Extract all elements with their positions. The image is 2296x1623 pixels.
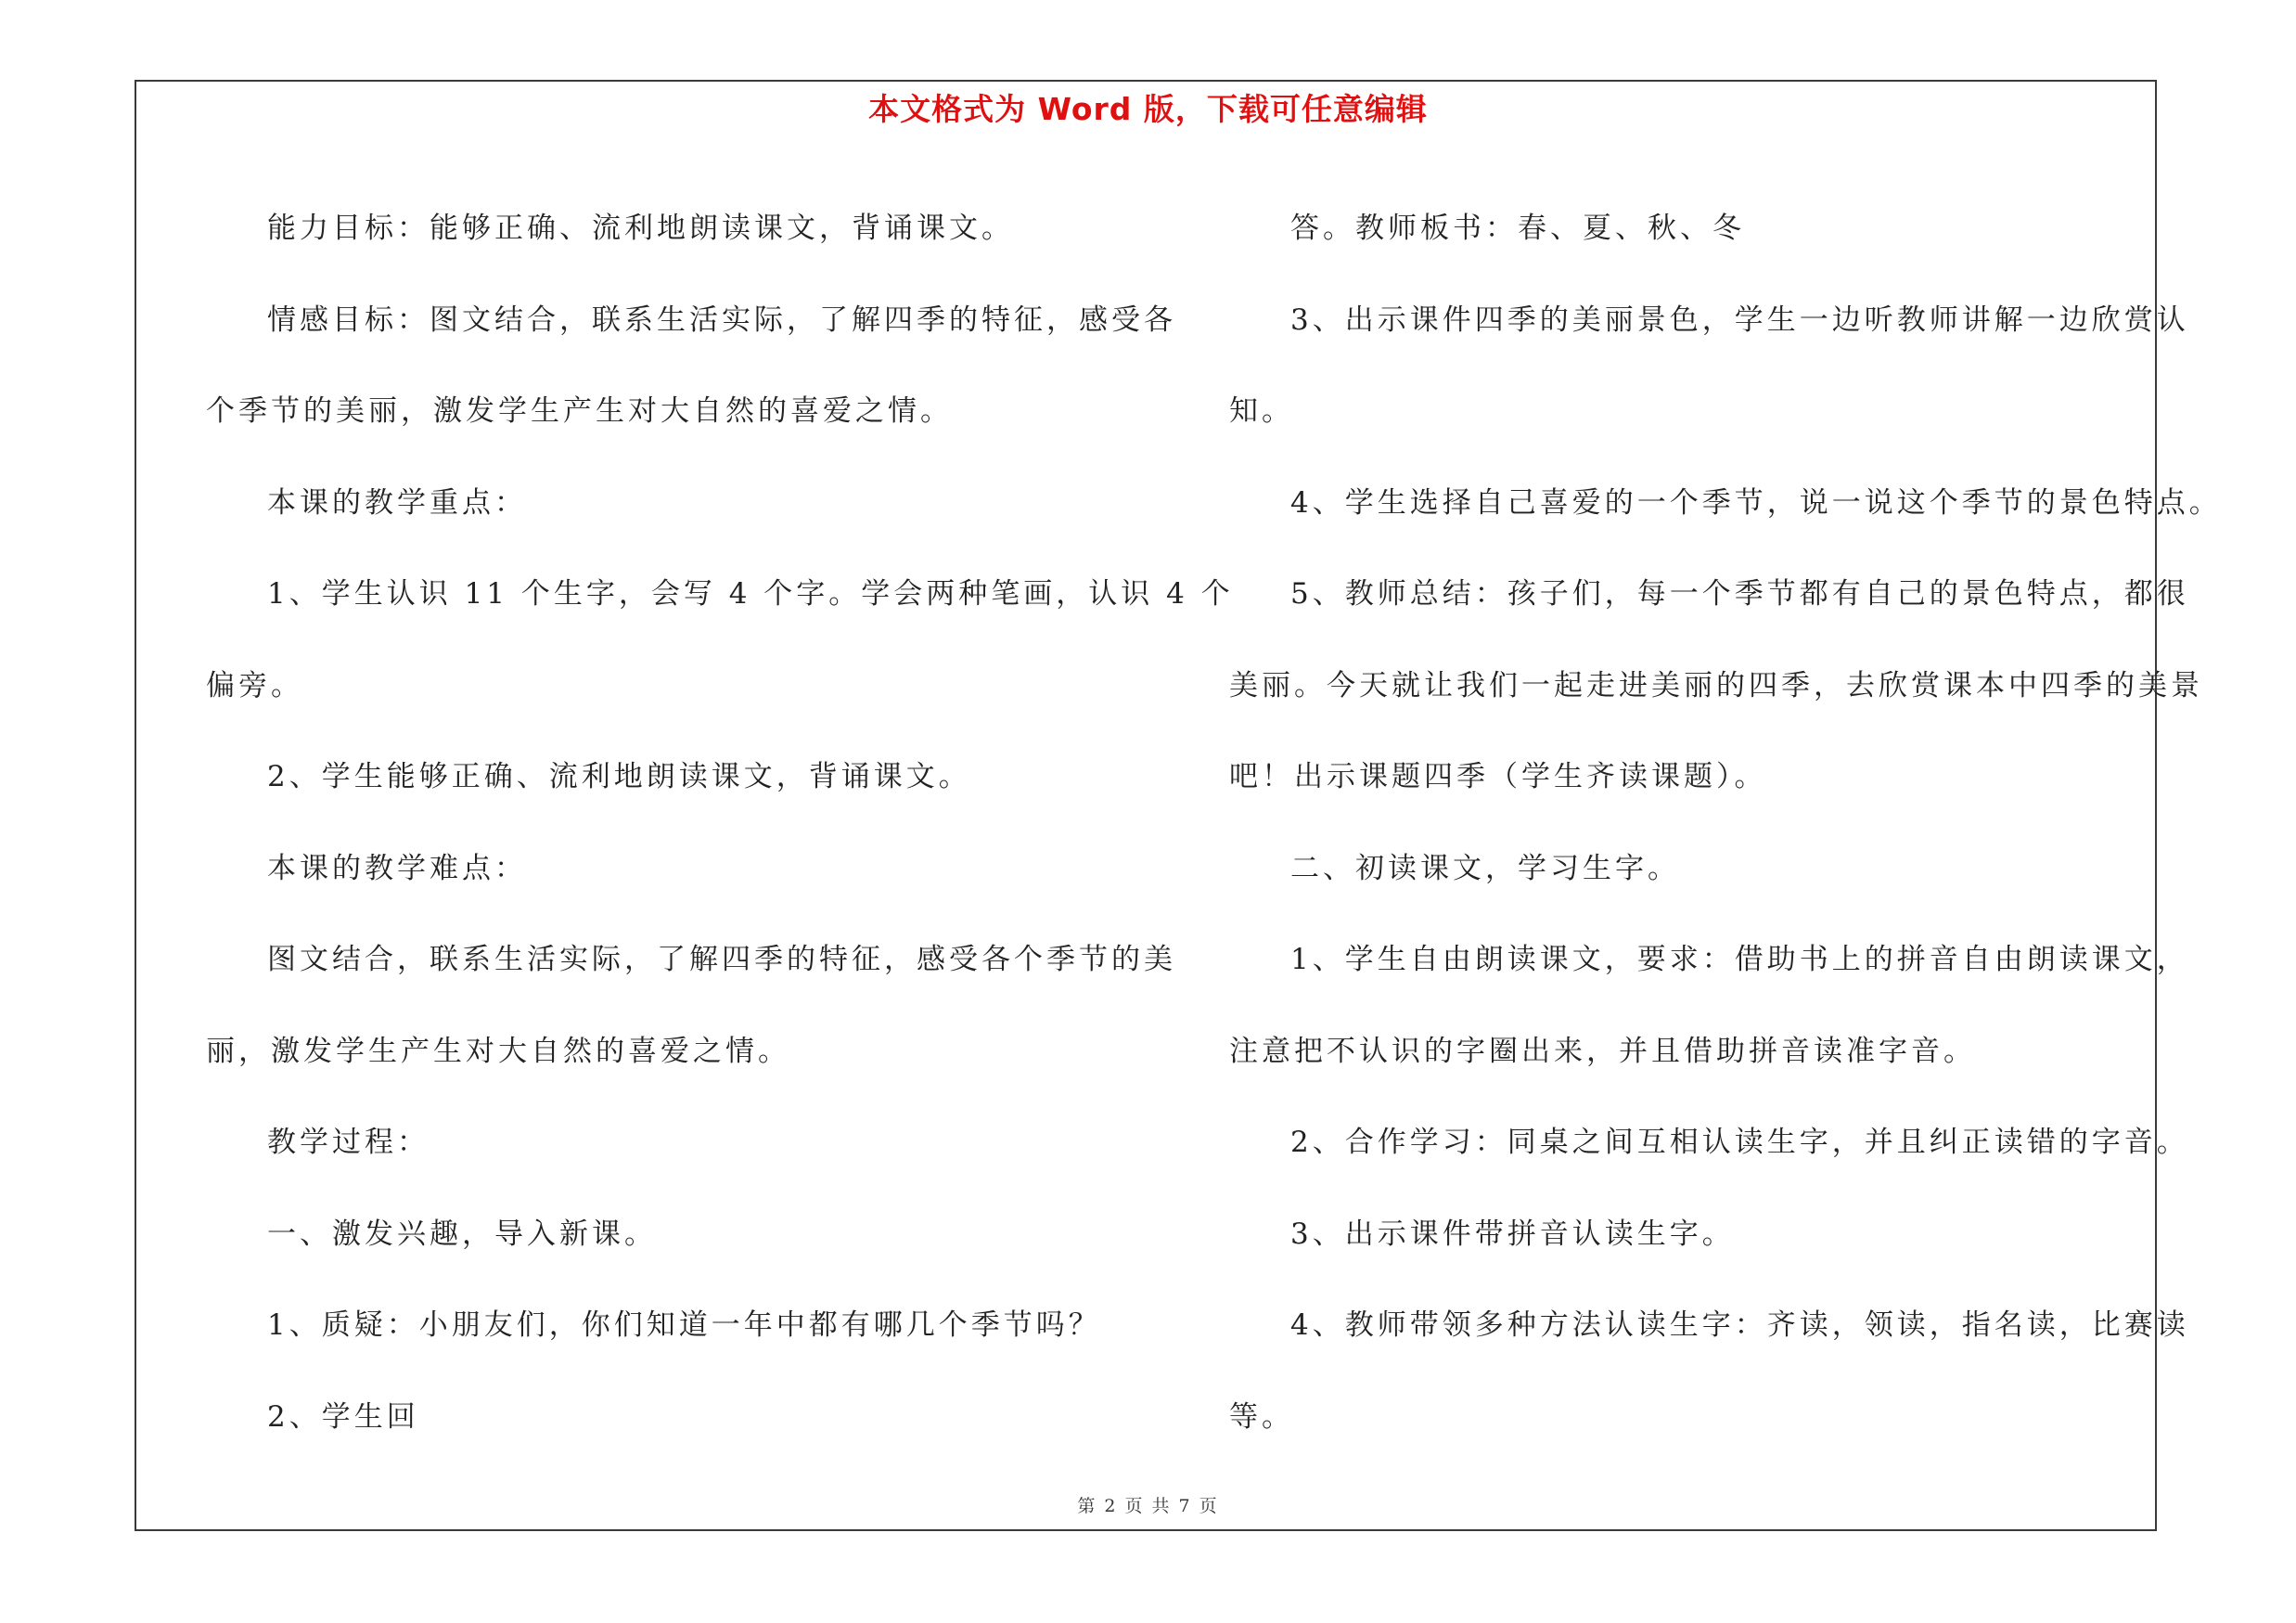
paragraph-line: 注意把不认识的字圈出来，并且借助拼音读准字音。	[1229, 1034, 1976, 1068]
paragraph-line: 2、学生能够正确、流利地朗读课文，背诵课文。	[267, 760, 971, 793]
page-number-footer: 第 2 页 共 7 页	[1077, 1496, 1219, 1516]
paragraph-line: 1、质疑：小朋友们，你们知道一年中都有哪几个季节吗？	[267, 1308, 1101, 1342]
paragraph-line: 4、学生选择自己喜爱的一个季节，说一说这个季节的景色特点。	[1290, 485, 2222, 520]
paragraph-line: 2、学生回	[267, 1399, 419, 1434]
paragraph-line: 5、教师总结：孩子们，每一个季节都有自己的景色特点，都很	[1290, 577, 2189, 611]
paragraph-line: 本课的教学难点：	[267, 851, 527, 885]
paragraph-line: 知。	[1229, 394, 1294, 428]
paragraph-line: 情感目标：图文结合，联系生活实际，了解四季的特征，感受各	[267, 303, 1176, 337]
paragraph-line: 丽，激发学生产生对大自然的喜爱之情。	[206, 1034, 790, 1068]
paragraph-line: 偏旁。	[206, 668, 303, 702]
paragraph-line: 美丽。今天就让我们一起走进美丽的四季，去欣赏课本中四季的美景	[1229, 668, 2203, 702]
right-text-column	[1229, 183, 2222, 1462]
paragraph-line: 4、教师带领多种方法认读生字：齐读，领读，指名读，比赛读	[1290, 1308, 2189, 1342]
paragraph-line: 2、合作学习：同桌之间互相认读生字，并且纠正读错的字音。	[1290, 1126, 2189, 1159]
paragraph-line: 等。	[1229, 1399, 1294, 1434]
paragraph-line: 3、出示课件带拼音认读生字。	[1290, 1217, 1735, 1251]
paragraph-line: 能力目标：能够正确、流利地朗读课文，背诵课文。	[267, 212, 1014, 245]
paragraph-line: 1、学生认识 11 个生字，会写 4 个字。学会两种笔画，认识 4 个	[267, 577, 1234, 611]
document-banner: 本文格式为 Word 版，下载可任意编辑	[868, 91, 1428, 127]
paragraph-line: 本课的教学重点：	[267, 485, 527, 520]
paragraph-line: 个季节的美丽，激发学生产生对大自然的喜爱之情。	[206, 394, 953, 428]
paragraph-line: 教学过程：	[267, 1126, 430, 1159]
paragraph-line: 答。教师板书：春、夏、秋、冬	[1290, 212, 1745, 245]
paragraph-line: 二、初读课文，学习生字。	[1290, 851, 1680, 885]
paragraph-line: 吧！出示课题四季（学生齐读课题）。	[1229, 760, 1767, 793]
paragraph-line: 图文结合，联系生活实际，了解四季的特征，感受各个季节的美	[267, 943, 1176, 976]
paragraph-line: 1、学生自由朗读课文，要求：借助书上的拼音自由朗读课文，	[1290, 943, 2189, 976]
paragraph-line: 一、激发兴趣，导入新课。	[267, 1217, 657, 1251]
left-text-column	[206, 183, 1234, 1462]
paragraph-line: 3、出示课件四季的美丽景色，学生一边听教师讲解一边欣赏认	[1290, 303, 2189, 337]
